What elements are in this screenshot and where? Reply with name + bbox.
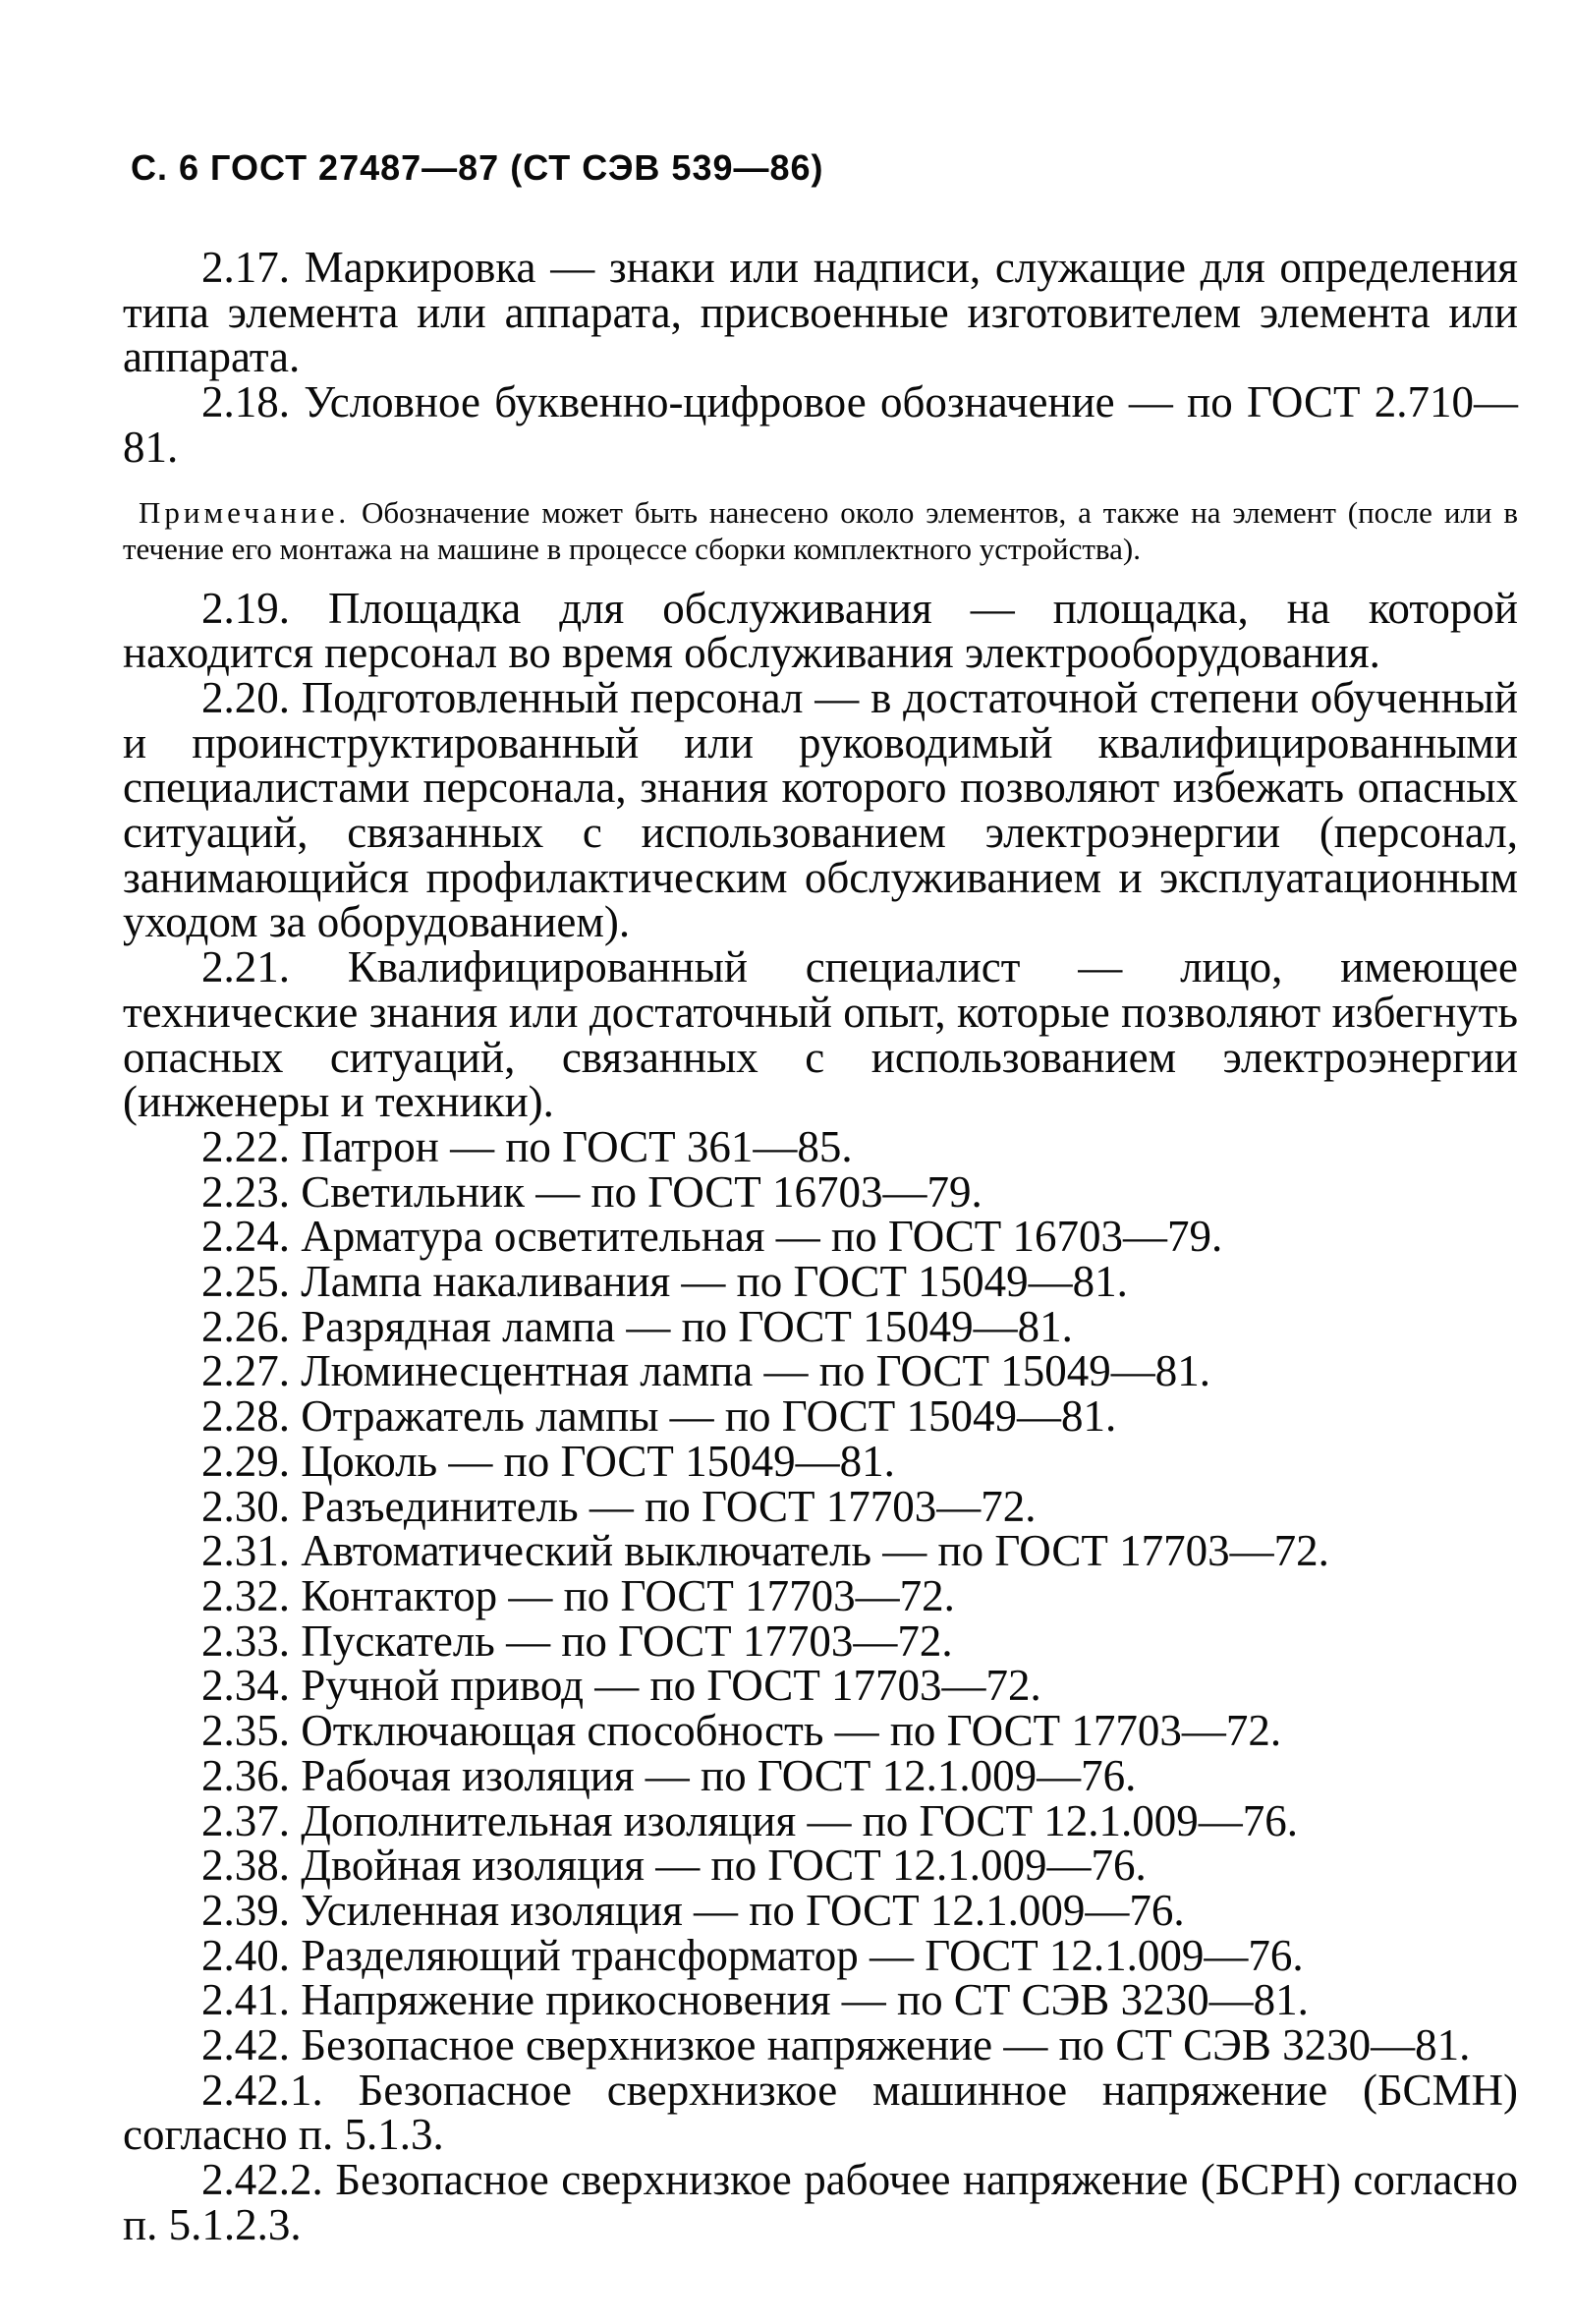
note-label: Примечание.: [139, 494, 351, 530]
clause-2-30: 2.30. Разъединитель — по ГОСТ 17703—72.: [201, 1481, 1037, 1531]
clause-2-24: 2.24. Арматура осветительная — по ГОСТ 16703—79.: [201, 1212, 1223, 1262]
document-body: [123, 243, 1518, 2249]
clause-2-34: 2.34. Ручной привод — по ГОСТ 17703—72.: [201, 1661, 1041, 1711]
clause-2-40: 2.40. Разделяющий трансформатор — ГОСТ 12.1.009—76.: [201, 1930, 1304, 1980]
clause-2-29: 2.29. Цоколь — по ГОСТ 15049—81.: [201, 1436, 895, 1486]
document-page: [123, 147, 1518, 2248]
clause-2-18: 2.18. Условное буквенно-цифровое обозначение — по ГОСТ 2.710—81.: [123, 377, 1518, 472]
page-header: С. 6 ГОСТ 27487—87 (СТ СЭВ 539—86): [131, 147, 824, 188]
clause-2-32: 2.32. Контактор — по ГОСТ 17703—72.: [201, 1570, 955, 1620]
clause-2-26: 2.26. Разрядная лампа — по ГОСТ 15049—81.: [201, 1301, 1073, 1351]
clause-2-19: 2.19. Площадка для обслуживания — площадка, на которой находится персонал во время обслуживания электрооборудования.: [123, 583, 1518, 678]
clause-2-22: 2.22. Патрон — по ГОСТ 361—85.: [201, 1121, 853, 1171]
clause-2-41: 2.41. Напряжение прикосновения — по СТ СЭВ 3230—81.: [201, 1975, 1309, 2025]
clause-2-17: 2.17. Маркировка — знаки или надписи, служащие для определения типа элемента или аппарата, присвоенные изготовителем элемента или аппарата.: [123, 243, 1518, 382]
clause-2-42: 2.42. Безопасное сверхнизкое напряжение — по СТ СЭВ 3230—81.: [201, 2020, 1471, 2070]
clause-2-27: 2.27. Люминесцентная лампа — по ГОСТ 15049—81.: [201, 1346, 1211, 1396]
note-block: [123, 494, 1518, 567]
clause-2-21: 2.21. Квалифицированный специалист — лицо, имеющее технические знания или достаточный опыт, которые позволяют избегнуть опасных ситуаций, связанных с использованием электроэнергии (инженеры и техники).: [123, 942, 1518, 1127]
clause-2-42-1: 2.42.1. Безопасное сверхнизкое машинное напряжение (БСМН) согласно п. 5.1.3.: [123, 2065, 1518, 2160]
clause-2-35: 2.35. Отключающая способность — по ГОСТ 17703—72.: [201, 1706, 1282, 1756]
clause-2-31: 2.31. Автоматический выключатель — по ГОСТ 17703—72.: [201, 1526, 1329, 1576]
clause-2-20: 2.20. Подготовленный персонал — в достаточной степени обученный и проинструктированный или руководимый квалифицированными специалистами персонала, знания которого позволяют избежать опасных ситуаций, связанных с использованием электроэнергии (персонал, занимающийся профилактическим обслуживанием и эксплуатационным уходом за оборудованием).: [123, 672, 1518, 947]
clause-2-36: 2.36. Рабочая изоляция — по ГОСТ 12.1.009—76.: [201, 1750, 1137, 1800]
clause-2-42-2: 2.42.2. Безопасное сверхнизкое рабочее напряжение (БСРН) согласно п. 5.1.2.3.: [123, 2155, 1518, 2249]
clause-2-25: 2.25. Лампа накаливания — по ГОСТ 15049—81.: [201, 1257, 1128, 1307]
clause-2-38: 2.38. Двойная изоляция — по ГОСТ 12.1.009—76.: [201, 1841, 1147, 1891]
clause-2-37: 2.37. Дополнительная изоляция — по ГОСТ 12.1.009—76.: [201, 1795, 1298, 1845]
clause-2-33: 2.33. Пускатель — по ГОСТ 17703—72.: [201, 1615, 953, 1666]
clause-2-39: 2.39. Усиленная изоляция — по ГОСТ 12.1.009—76.: [201, 1885, 1185, 1935]
note-text: Обозначение может быть нанесено около элементов, а также на элемент (после или в течение его монтажа на машине в процессе сборки комплектного устройства).: [123, 494, 1518, 566]
clause-2-23: 2.23. Светильник — по ГОСТ 16703—79.: [201, 1166, 982, 1217]
clause-2-28: 2.28. Отражатель лампы — по ГОСТ 15049—81.: [201, 1391, 1117, 1442]
